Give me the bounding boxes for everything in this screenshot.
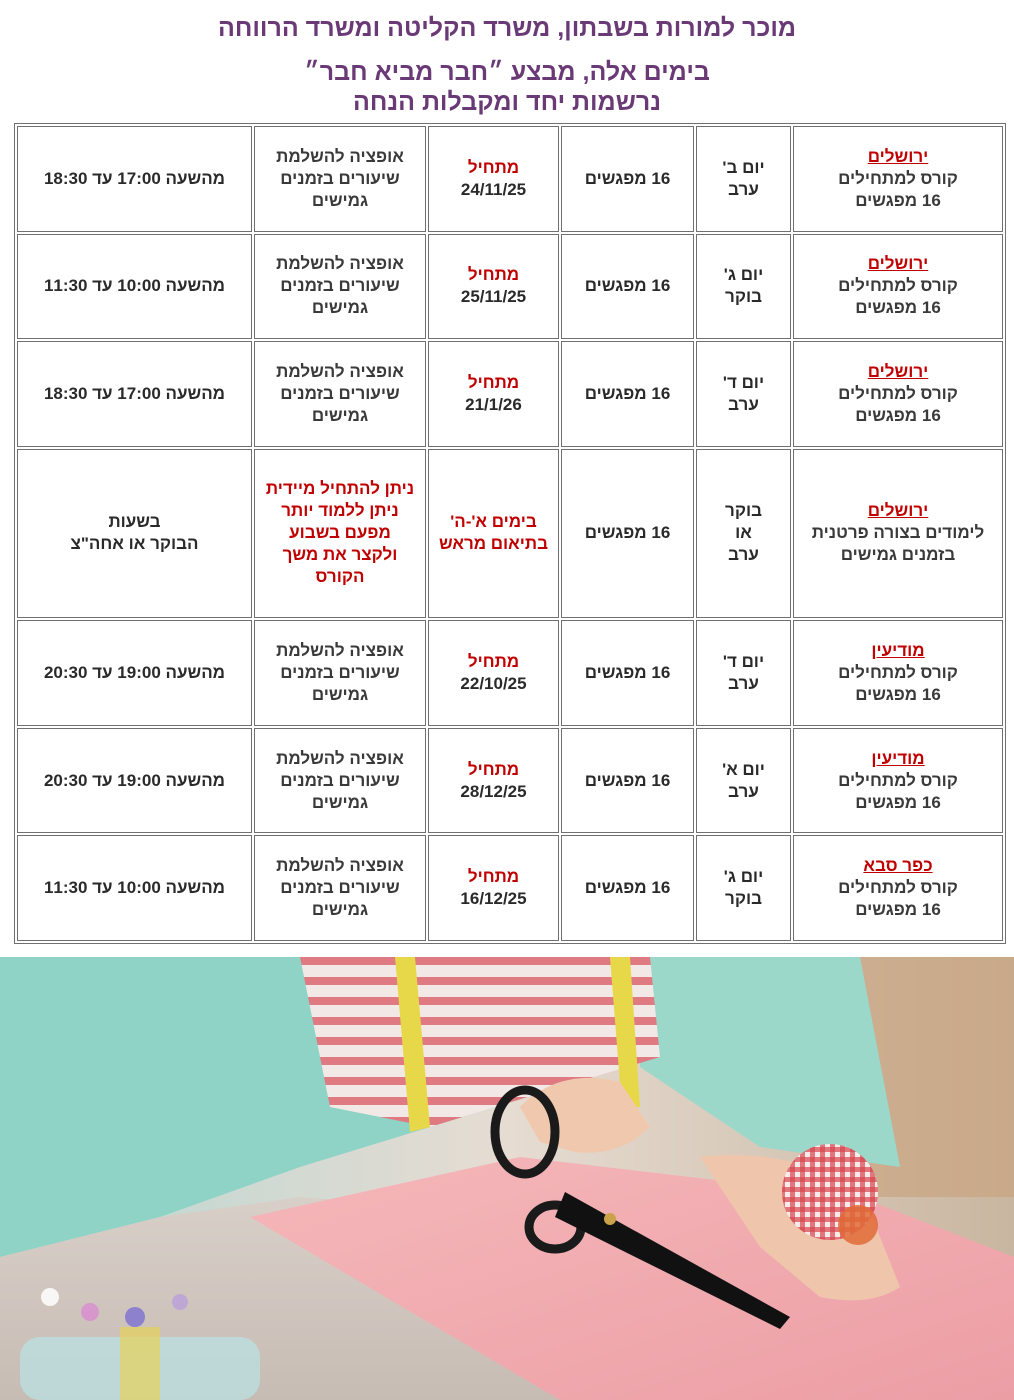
day-label: יום א' <box>722 759 765 779</box>
city-link[interactable]: ירושלים <box>867 146 929 166</box>
photo-illustration <box>0 957 1014 1400</box>
start-label: מתחיל <box>467 652 520 672</box>
day-cell <box>696 234 791 340</box>
location-cell <box>793 835 1003 941</box>
time-of-day: ערב <box>728 545 759 565</box>
course-desc: קורס למתחילים <box>838 770 958 790</box>
day-cell <box>696 835 791 941</box>
table-row <box>17 449 1003 619</box>
course-meetings: 16 מפגשים <box>855 685 941 705</box>
table-row <box>17 620 1003 726</box>
option-cell <box>254 620 426 726</box>
start-cell <box>428 449 559 619</box>
location-cell <box>793 728 1003 834</box>
header-line-1: מוכר למורות בשבתון, משרד הקליטה ומשרד הרווחה <box>217 14 797 42</box>
option-line: שיעורים בזמנים <box>280 276 400 296</box>
city-link[interactable]: ירושלים <box>867 254 929 274</box>
course-meetings: 16 מפגשים <box>855 405 941 425</box>
meetings-cell: 16 מפגשים <box>561 620 694 726</box>
location-cell <box>793 620 1003 726</box>
course-meetings: 16 מפגשים <box>855 298 941 318</box>
option-line: אופציה להשלמת <box>276 856 404 876</box>
day-cell <box>696 620 791 726</box>
start-label: מתחיל <box>467 867 520 887</box>
sewing-scissors-photo <box>0 957 1014 1400</box>
start-date: 25/11/25 <box>460 287 527 307</box>
option-line: אופציה להשלמת <box>276 641 404 661</box>
course-meetings: 16 מפגשים <box>855 792 941 812</box>
start-date: 24/11/25 <box>460 179 527 199</box>
location-cell <box>793 341 1003 447</box>
schedule-table <box>14 123 1006 944</box>
day-cell <box>696 449 791 619</box>
city-link[interactable]: ירושלים <box>867 361 929 381</box>
city-link[interactable]: ירושלים <box>867 501 929 521</box>
table-row <box>17 126 1003 232</box>
option-line: גמישים <box>311 298 369 318</box>
location-cell <box>793 234 1003 340</box>
day-label: יום ד' <box>722 372 765 392</box>
option-line: אופציה להשלמת <box>276 146 404 166</box>
option-line: ניתן להתחיל מיידית <box>265 479 415 499</box>
option-line: אופציה להשלמת <box>276 254 404 274</box>
option-line: אופציה להשלמת <box>276 748 404 768</box>
option-line: שיעורים בזמנים <box>280 168 400 188</box>
start-label: מתחיל <box>467 759 520 779</box>
meetings-cell: 16 מפגשים <box>561 449 694 619</box>
course-meetings: בזמנים גמישים <box>840 545 956 565</box>
option-line: אופציה להשלמת <box>276 361 404 381</box>
start-date: 21/1/26 <box>465 394 522 414</box>
start-label: מתחיל <box>467 265 520 285</box>
start-cell <box>428 341 559 447</box>
option-line: שיעורים בזמנים <box>280 770 400 790</box>
option-line: ולקצר את משך <box>282 545 398 565</box>
table-row <box>17 835 1003 941</box>
hours-cell <box>17 449 252 619</box>
hours-cell: מהשעה 10:00 עד 11:30 <box>17 835 252 941</box>
start-date: 16/12/25 <box>460 889 527 909</box>
day-cell <box>696 728 791 834</box>
option-cell <box>254 341 426 447</box>
course-desc: קורס למתחילים <box>838 383 958 403</box>
option-line: גמישים <box>311 405 369 425</box>
option-line: ניתן ללמוד יותר <box>281 501 399 521</box>
option-cell <box>254 234 426 340</box>
start-days: בימים א'-ה' <box>450 512 537 532</box>
course-desc: קורס למתחילים <box>838 878 958 898</box>
hours-line: בשעות <box>108 512 161 532</box>
option-line: גמישים <box>311 190 369 210</box>
schedule-table-wrap <box>16 123 1006 944</box>
meetings-cell: 16 מפגשים <box>561 728 694 834</box>
course-desc: קורס למתחילים <box>838 168 958 188</box>
start-date: 22/10/25 <box>460 674 527 694</box>
option-line: שיעורים בזמנים <box>280 878 400 898</box>
time-of-day: ערב <box>728 674 759 694</box>
meetings-cell: 16 מפגשים <box>561 234 694 340</box>
day-connector: או <box>735 523 752 543</box>
course-meetings: 16 מפגשים <box>855 900 941 920</box>
location-cell <box>793 126 1003 232</box>
day-label: יום ב' <box>722 157 765 177</box>
city-link[interactable]: כפר סבא <box>863 856 933 876</box>
day-cell <box>696 126 791 232</box>
day-label: יום ג' <box>723 867 764 887</box>
start-label: מתחיל <box>467 157 520 177</box>
time-of-day: ערב <box>728 394 759 414</box>
option-cell <box>254 728 426 834</box>
table-row <box>17 728 1003 834</box>
option-line: שיעורים בזמנים <box>280 383 400 403</box>
option-line: הקורס <box>315 567 365 587</box>
time-of-day: בוקר <box>725 889 762 909</box>
location-cell <box>793 449 1003 619</box>
start-label: מתחיל <box>467 372 520 392</box>
hours-cell: מהשעה 17:00 עד 18:30 <box>17 126 252 232</box>
city-link[interactable]: מודיעין <box>871 641 925 661</box>
meetings-cell: 16 מפגשים <box>561 341 694 447</box>
time-of-day: בוקר <box>725 287 762 307</box>
meetings-cell: 16 מפגשים <box>561 835 694 941</box>
time-of-day: ערב <box>728 179 759 199</box>
course-desc: קורס למתחילים <box>838 663 958 683</box>
option-cell <box>254 126 426 232</box>
day-label: בוקר <box>725 501 762 521</box>
course-desc: קורס למתחילים <box>838 276 958 296</box>
header-line-2: בימים אלה, מבצע ״חבר מביא חבר״ <box>304 58 710 86</box>
option-cell <box>254 449 426 619</box>
time-of-day: ערב <box>728 781 759 801</box>
city-link[interactable]: מודיעין <box>871 748 925 768</box>
hours-cell: מהשעה 19:00 עד 20:30 <box>17 728 252 834</box>
day-label: יום ד' <box>722 652 765 672</box>
start-cell <box>428 620 559 726</box>
start-cell <box>428 835 559 941</box>
hours-cell: מהשעה 17:00 עד 18:30 <box>17 341 252 447</box>
meetings-cell: 16 מפגשים <box>561 126 694 232</box>
hours-cell: מהשעה 19:00 עד 20:30 <box>17 620 252 726</box>
hours-cell: מהשעה 10:00 עד 11:30 <box>17 234 252 340</box>
option-line: שיעורים בזמנים <box>280 663 400 683</box>
table-row <box>17 341 1003 447</box>
header-line-3: נרשמות יחד ומקבלות הנחה <box>352 88 662 116</box>
start-cell <box>428 728 559 834</box>
start-cell <box>428 126 559 232</box>
start-cell <box>428 234 559 340</box>
option-line: גמישים <box>311 685 369 705</box>
option-cell <box>254 835 426 941</box>
start-coordination: בתיאום מראש <box>439 534 548 554</box>
option-line: גמישים <box>311 900 369 920</box>
course-meetings: 16 מפגשים <box>855 190 941 210</box>
day-label: יום ג' <box>723 265 764 285</box>
day-cell <box>696 341 791 447</box>
option-line: גמישים <box>311 792 369 812</box>
start-date: 28/12/25 <box>460 781 527 801</box>
option-line: מפעם בשבוע <box>289 523 391 543</box>
table-row <box>17 234 1003 340</box>
course-desc: לימודים בצורה פרטנית <box>811 523 985 543</box>
hours-line: הבוקר או אחה"צ <box>70 534 199 554</box>
